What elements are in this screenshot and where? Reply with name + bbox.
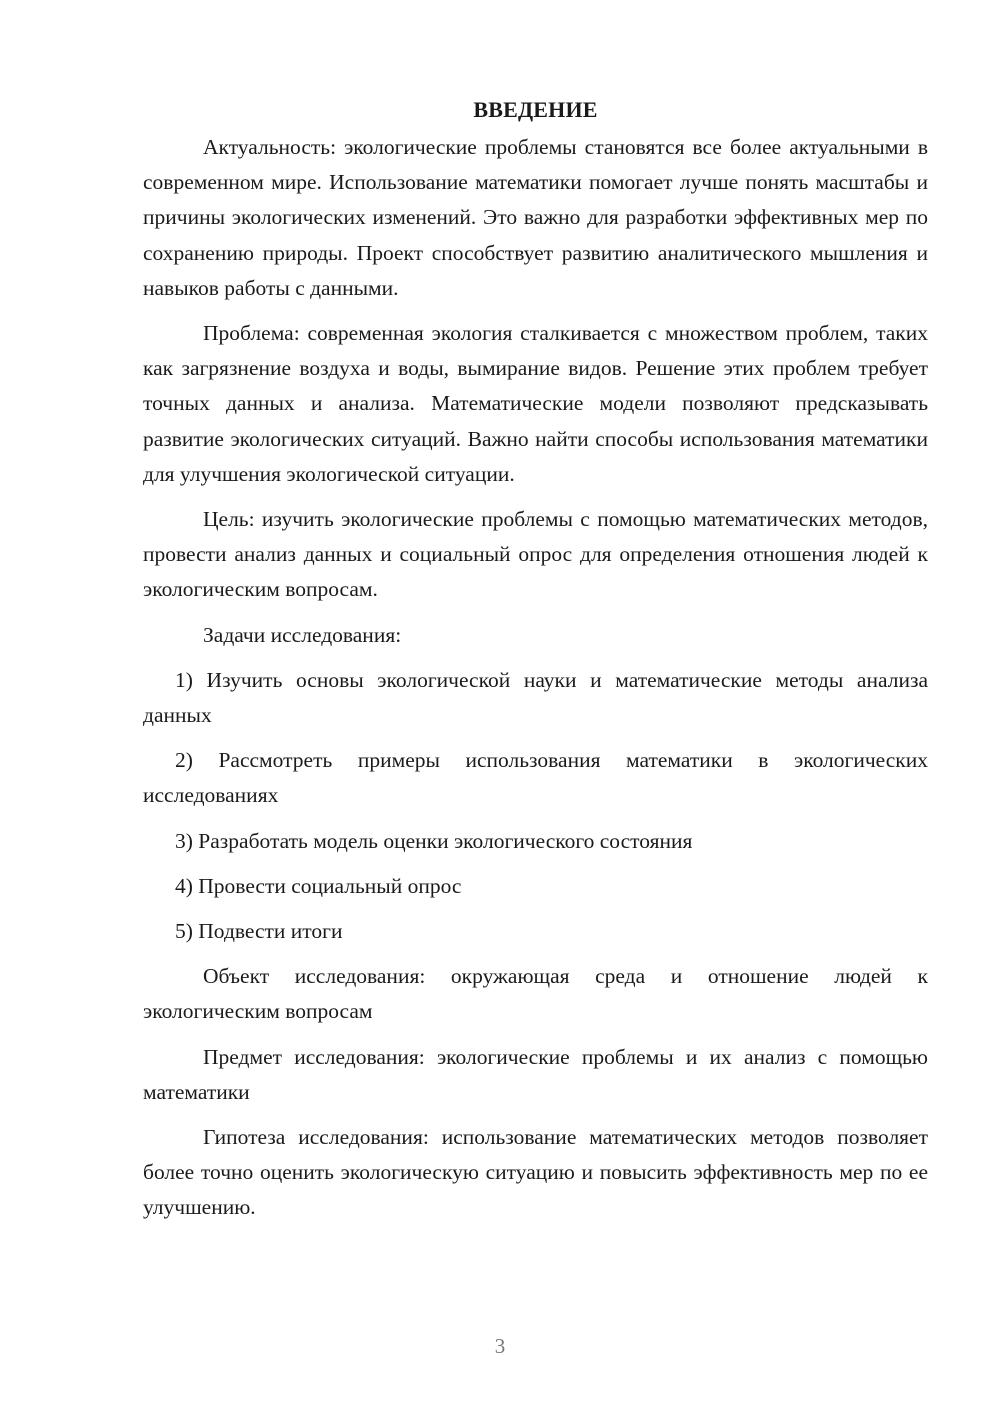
task-item-4: 4) Провести социальный опрос [175, 873, 462, 898]
hypothesis-paragraph: Гипотеза исследования: использование математических методов позволяет более точно оценить экологическую ситуацию и повысить эффективность мер по ее улучшению. [143, 1125, 928, 1220]
relevance-paragraph: Актуальность: экологические проблемы становятся все более актуальными в современном мире. Использование математики помогает лучше понять масштабы и причины экологических изменений. Это важно для разработки эффективных мер по сохранению природы. Проект способствует развитию аналитического мышления и навыков работы с данными. [143, 135, 928, 300]
document-page [143, 92, 928, 1226]
document-title: ВВЕДЕНИЕ [473, 97, 598, 122]
task-item-2: 2) Рассмотреть примеры использования математики в экологических исследованиях [143, 748, 928, 808]
task-item-1: 1) Изучить основы экологической науки и математические методы анализа данных [143, 667, 928, 728]
page-number: 3 [494, 1334, 506, 1358]
goal-paragraph: Цель: изучить экологические проблемы с помощью математических методов, провести анализ данных и социальный опрос для определения отношения людей к экологическим вопросам. [143, 507, 928, 602]
tasks-heading: Задачи исследования: [203, 622, 402, 647]
research-subject-paragraph: Предмет исследования: экологические проблемы и их анализ с помощью математики [143, 1044, 928, 1104]
research-object-paragraph: Объект исследования: окружающая среда и отношение людей к экологическим вопросам [143, 964, 928, 1024]
task-item-5: 5) Подвести итоги [175, 919, 343, 944]
task-item-3: 3) Разработать модель оценки экологического состояния [175, 828, 693, 853]
problem-paragraph: Проблема: современная экология сталкивается с множеством проблем, таких как загрязнение воздуха и воды, вымирание видов. Решение этих проблем требует точных данных и анализа. Математические модели позволяют предсказывать развитие экологических ситуаций. Важно найти способы использования математики для улучшения экологической ситуации. [143, 321, 928, 486]
